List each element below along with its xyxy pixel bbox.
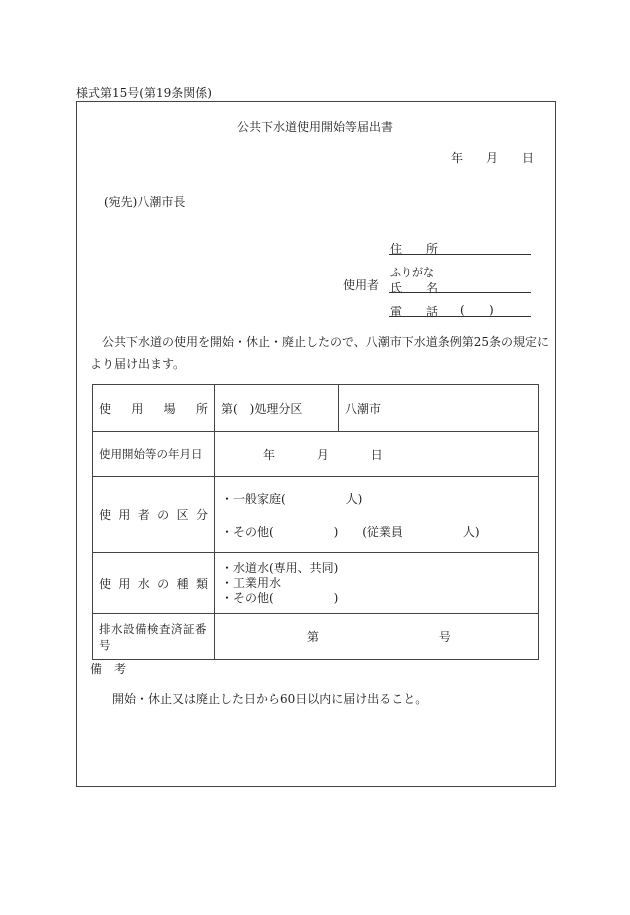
water-type-cell[interactable] bbox=[215, 553, 539, 614]
water-type-row bbox=[93, 553, 539, 614]
inspection-number-row bbox=[93, 614, 539, 660]
addressee: (宛先)八潮市長 bbox=[104, 195, 186, 209]
phone-paren-close: ) bbox=[489, 303, 494, 317]
remarks-note: 開始・休止又は廃止した日から60日以内に届け出ること。 bbox=[112, 692, 428, 706]
water-option-other[interactable]: ・その他( ) bbox=[221, 590, 339, 605]
start-date-row bbox=[93, 432, 539, 477]
water-type-label: 使 用 水 の 種 類 bbox=[93, 553, 215, 614]
water-option-industrial[interactable]: ・工業用水 bbox=[221, 575, 282, 590]
name-field-line[interactable] bbox=[389, 292, 531, 293]
usage-location-row bbox=[93, 385, 539, 432]
phone-label: 電 話 bbox=[390, 305, 439, 319]
form-number-label: 様式第15号(第19条関係) bbox=[76, 86, 212, 100]
user-category-row bbox=[93, 477, 539, 553]
furigana-label: ふりがな bbox=[390, 266, 434, 279]
city-cell[interactable]: 八潮市 bbox=[339, 385, 539, 432]
phone-field-line[interactable] bbox=[389, 316, 531, 317]
phone-paren-open: ( bbox=[460, 303, 465, 317]
date-day: 日 bbox=[522, 151, 535, 165]
start-date-label: 使用開始等の年月日 bbox=[93, 432, 215, 477]
usage-location-label: 使 用 場 所 bbox=[93, 385, 215, 432]
user-category-cell[interactable] bbox=[215, 477, 539, 553]
category-household-option[interactable]: ・一般家庭( 人) bbox=[221, 491, 363, 506]
treatment-district-cell[interactable]: 第( )処理分区 bbox=[215, 385, 339, 432]
date-month: 月 bbox=[486, 151, 499, 165]
address-field-line[interactable] bbox=[389, 254, 531, 255]
category-other-option[interactable]: ・その他( ) (従業員 人) bbox=[221, 524, 480, 539]
user-category-label: 使 用 者 の 区 分 bbox=[93, 477, 215, 553]
usage-table bbox=[92, 384, 539, 660]
address-label: 住 所 bbox=[390, 242, 439, 256]
water-option-tap[interactable]: ・水道水(専用、共同) bbox=[221, 560, 339, 575]
remarks-label: 備 考 bbox=[90, 662, 127, 676]
applicant-group-label: 使用者 bbox=[343, 278, 380, 292]
date-year: 年 bbox=[451, 151, 464, 165]
declaration-text: 公共下水道の使用を開始・休止・廃止したので、八潮市下水道条例第25条の規定により届け出ます。 bbox=[90, 335, 550, 371]
inspection-number-label: 排水設備検査済証番号 bbox=[93, 614, 215, 660]
form-title: 公共下水道使用開始等届出書 bbox=[236, 120, 393, 134]
name-label: 氏 名 bbox=[390, 281, 439, 295]
start-date-cell[interactable]: 年 月 日 bbox=[215, 432, 539, 477]
inspection-number-cell[interactable]: 第 号 bbox=[215, 614, 539, 660]
